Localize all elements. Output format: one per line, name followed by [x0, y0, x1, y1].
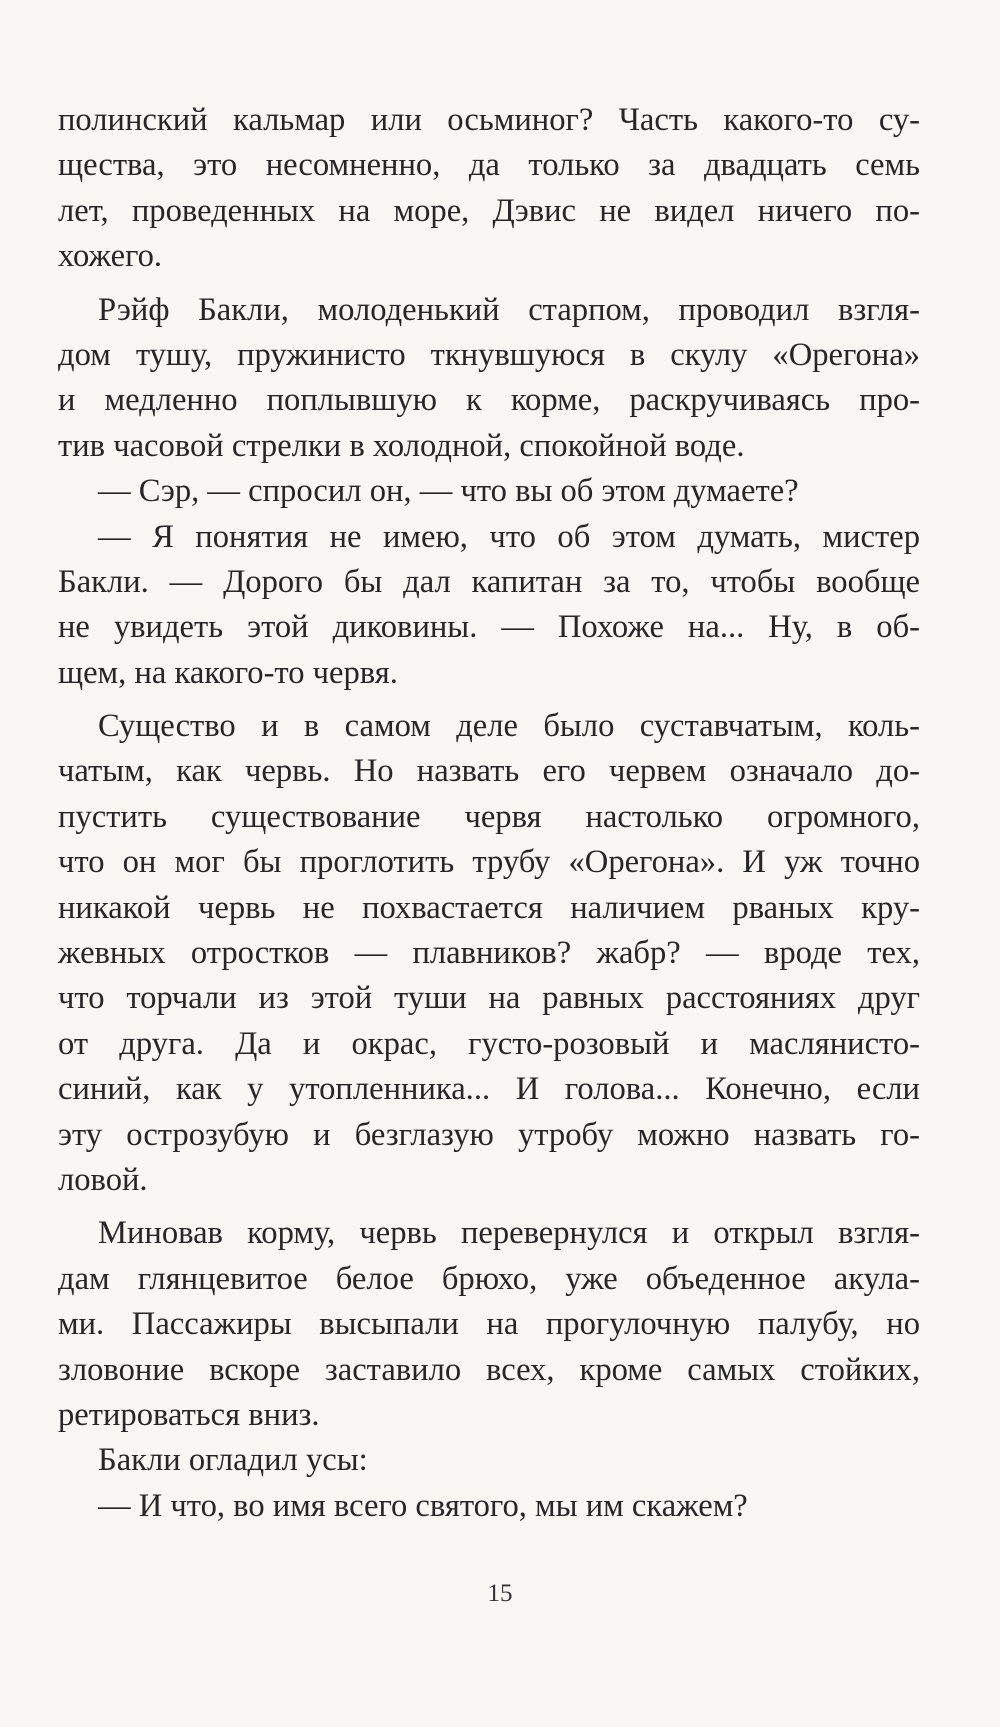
text-line: ми. Пассажиры высыпали на прогулочную палубу, но [58, 1306, 920, 1343]
text-line: хожего. [58, 238, 163, 275]
text-line: Бакли. — Дорого бы дал капитан за то, чтобы вообще [58, 563, 920, 600]
text-line: тив часовой стрелки в холодной, спокойной воде. [58, 427, 745, 464]
text-line: пустить существование червя настолько огромного, [58, 798, 920, 835]
text-line: щем, на какого-то червя. [58, 654, 398, 691]
text-line: чатым, как червь. Но назвать его червем означало до- [58, 753, 920, 790]
text-line: — И что, во имя всего святого, мы им скажем? [98, 1487, 748, 1524]
text-line: от друга. Да и окрас, густо-розовый и маслянисто- [58, 1025, 920, 1062]
text-line: жевных отростков — плавников? жабр? — вроде тех, [58, 935, 920, 972]
page-text [58, 98, 920, 1529]
text-line: и медленно поплывшую к корме, раскручиваясь про- [58, 382, 920, 419]
text-line: ретироваться вниз. [58, 1396, 320, 1433]
text-line: дам глянцевитое белое брюхо, уже объеденное акула- [58, 1260, 920, 1297]
text-line: что он мог бы проглотить трубу «Орегона». И уж точно [58, 844, 920, 881]
text-line: зловоние вскоре заставило всех, кроме самых стойких, [58, 1351, 920, 1388]
text-line: лет, проведенных на море, Дэвис не видел ничего по- [58, 192, 920, 229]
text-line: не увидеть этой диковины. — Похоже на... Ну, в об- [58, 609, 920, 646]
text-line: ловой. [58, 1161, 148, 1198]
text-line: — Я понятия не имею, что об этом думать, мистер [98, 518, 920, 555]
text-line: Существо и в самом деле было суставчатым, коль- [98, 708, 920, 745]
text-line: синий, как у утопленника... И голова... Конечно, если [58, 1071, 920, 1108]
text-line: полинский кальмар или осьминог? Часть какого-то су- [58, 102, 920, 138]
text-line: эту острозубую и безглазую утробу можно назвать го- [58, 1116, 920, 1153]
text-line: Рэйф Бакли, молоденький старпом, проводил взгля- [98, 291, 920, 328]
text-line: щества, это несомненно, да только за двадцать семь [58, 147, 920, 184]
text-line: — Сэр, — спросил он, — что вы об этом думаете? [98, 473, 799, 510]
text-line: Бакли огладил усы: [98, 1442, 368, 1479]
text-line: дом тушу, пружинисто ткнувшуюся в скулу «Орегона» [58, 336, 920, 373]
text-line: что торчали из этой туши на равных расстояниях друг [58, 980, 920, 1017]
text-line: никакой червь не похвастается наличием рваных кру- [58, 889, 920, 926]
text-line: Миновав корму, червь перевернулся и открыл взгля- [98, 1215, 920, 1252]
page-number: 15 [487, 1580, 513, 1607]
